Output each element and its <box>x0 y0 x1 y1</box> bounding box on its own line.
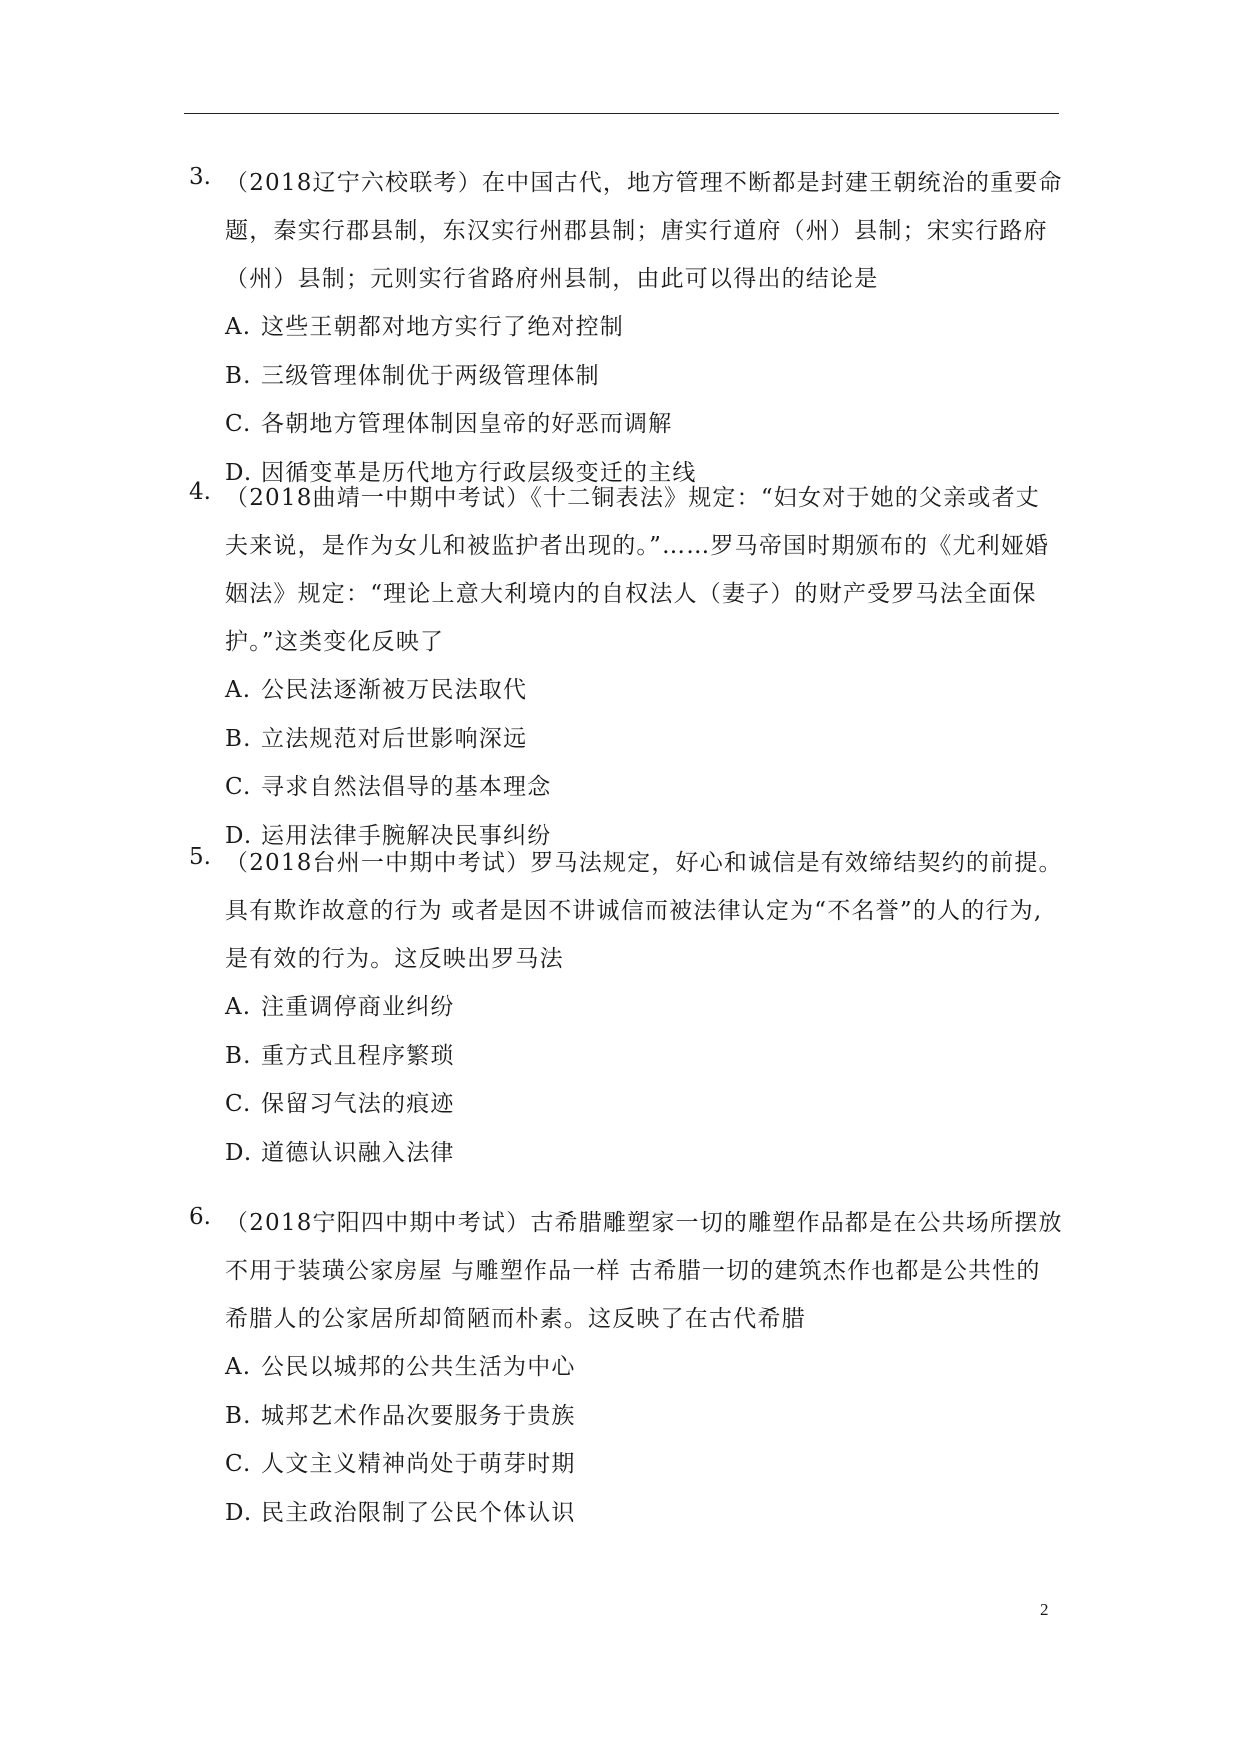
option-d <box>225 1494 576 1527</box>
option-letter: A. <box>225 677 252 703</box>
question-stem-line: （2018辽宁六校联考）在中国古代，地方管理不断都是封建王朝统治的重要命 <box>225 170 1063 196</box>
option-a <box>225 671 527 704</box>
option-b <box>225 720 527 753</box>
question-stem-line: 是有效的行为。这反映出罗马法 <box>225 946 564 972</box>
page-number: 2 <box>1040 1600 1049 1619</box>
option-letter: B. <box>225 1402 252 1429</box>
question-stem-line: 夫来说，是作为女儿和被监护者出现的。”……罗马帝国时期颁布的《尤利娅婚 <box>225 533 1050 559</box>
header-rule <box>184 113 1059 114</box>
option-letter: B. <box>225 362 252 389</box>
option-b <box>225 1397 576 1430</box>
option-letter: C. <box>225 1091 252 1117</box>
option-letter: B. <box>225 725 252 752</box>
option-text: 各朝地方管理体制因皇帝的好恶而调解 <box>261 411 673 437</box>
question-stem-line: （2018宁阳四中期中考试）古希腊雕塑家一切的雕塑作品都是在公共场所摆放 <box>225 1210 1063 1236</box>
option-c <box>225 768 551 801</box>
option-letter: C. <box>225 774 252 800</box>
option-letter: D. <box>225 1139 253 1166</box>
option-letter: B. <box>225 1042 252 1069</box>
option-text: 寻求自然法倡导的基本理念 <box>261 774 552 800</box>
option-letter: A. <box>225 314 252 340</box>
option-text: 立法规范对后世影响深远 <box>261 725 528 752</box>
option-text: 公民以城邦的公共生活为中心 <box>261 1354 576 1380</box>
question-stem-line: （2018曲靖一中期中考试）《十二铜表法》规定：“妇女对于她的父亲或者丈 <box>225 485 1040 511</box>
question-stem-line: （2018台州一中期中考试）罗马法规定，好心和诚信是有效缔结契约的前提。 <box>225 850 1063 876</box>
option-a <box>225 308 624 341</box>
option-letter: D. <box>225 459 253 486</box>
option-text: 重方式且程序繁琐 <box>261 1042 455 1069</box>
option-c <box>225 1085 455 1118</box>
option-c <box>225 1445 576 1478</box>
option-c <box>225 405 672 438</box>
option-letter: D. <box>225 822 253 849</box>
option-text: 保留习气法的痕迹 <box>261 1091 455 1117</box>
option-text: 因循变革是历代地方行政层级变迁的主线 <box>261 459 697 486</box>
question-stem-line: 姻法》规定：“理论上意大利境内的自权法人（妻子）的财产受罗马法全面保 <box>225 581 1037 607</box>
question-stem-line: 具有欺诈故意的行为 或者是因不讲诚信而被法律认定为“不名誉”的人的行为, <box>225 898 1043 924</box>
option-text: 人文主义精神尚处于萌芽时期 <box>261 1451 576 1477</box>
option-letter: D. <box>225 1499 253 1526</box>
option-b <box>225 357 600 390</box>
option-text: 城邦艺术作品次要服务于贵族 <box>261 1402 576 1429</box>
question-number: 4. <box>189 479 211 505</box>
option-letter: C. <box>225 1451 252 1477</box>
option-text: 运用法律手腕解决民事纠纷 <box>261 822 552 849</box>
option-d <box>225 1134 455 1167</box>
option-letter: A. <box>225 994 252 1020</box>
question-stem-line: 不用于装璜公家房屋 与雕塑作品一样 古希腊一切的建筑杰作也都是公共性的 <box>225 1258 1041 1284</box>
option-a <box>225 988 455 1021</box>
question-stem-line: 题，秦实行郡县制，东汉实行州郡县制；唐实行道府（州）县制；宋实行路府 <box>225 218 1048 244</box>
option-text: 注重调停商业纠纷 <box>261 994 455 1020</box>
question-stem-line: 希腊人的公家居所却简陋而朴素。这反映了在古代希腊 <box>225 1306 806 1332</box>
option-text: 公民法逐渐被万民法取代 <box>261 677 528 703</box>
question-number: 3. <box>189 164 211 190</box>
option-letter: A. <box>225 1354 252 1380</box>
option-b <box>225 1037 455 1070</box>
question-stem-line: （州）县制；元则实行省路府州县制，由此可以得出的结论是 <box>225 266 879 292</box>
option-text: 三级管理体制优于两级管理体制 <box>261 362 600 389</box>
option-text: 这些王朝都对地方实行了绝对控制 <box>261 314 624 340</box>
question-stem-line: 护。”这类变化反映了 <box>225 629 445 655</box>
question-number: 5. <box>189 844 211 870</box>
option-text: 民主政治限制了公民个体认识 <box>261 1499 576 1526</box>
question-number: 6. <box>189 1204 211 1230</box>
option-letter: C. <box>225 411 252 437</box>
option-text: 道德认识融入法律 <box>261 1139 455 1166</box>
option-a <box>225 1348 576 1381</box>
